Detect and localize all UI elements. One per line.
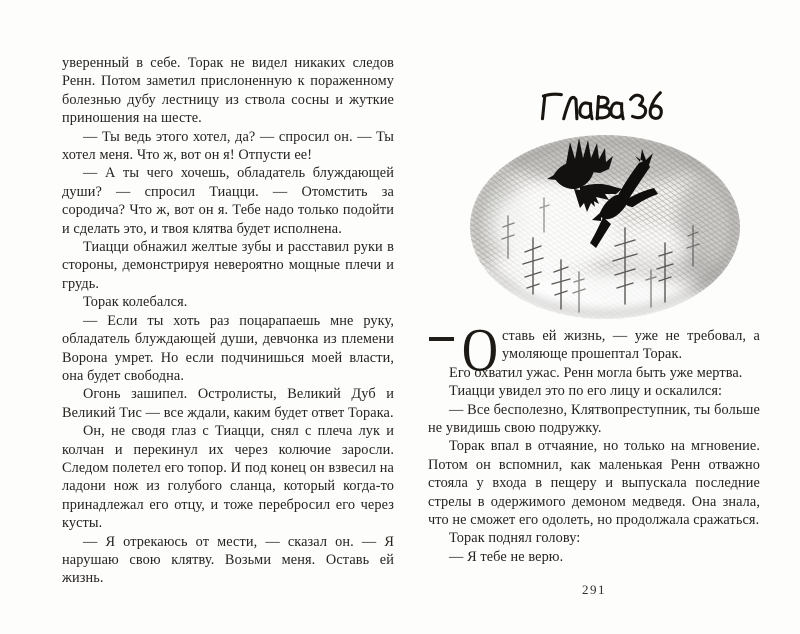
- paragraph: Он, не сводя глаз с Тиацци, снял с плеча лук и колчан и перекинул их через колючие заросли. Следом полетел его топор. И под конец он взвесил на ладони нож из голубого сланца, который когда-то принадлежал его отцу, и тоже перебросил его через кусты.: [62, 423, 394, 532]
- chapter-heading-lettering: [534, 83, 666, 129]
- paragraph: Огонь зашипел. Остролисты, Великий Дуб и Великий Тис — все ждали, каким будет ответ Торака.: [62, 386, 394, 421]
- paragraph: — Я отрекаюсь от мести, — сказал он. — Я нарушаю свою клятву. Возьми меня. Оставь ей жизнь.: [62, 533, 394, 587]
- right-page-text: [428, 315, 760, 566]
- vignette-background: [467, 132, 743, 323]
- chapter-heading: [534, 83, 666, 129]
- right-page-paragraphs: [428, 364, 760, 566]
- drop-cap: О: [461, 315, 499, 384]
- paragraph: — Все бесполезно, Клятвопреступник, ты больше не увидишь свою подружку.: [428, 401, 760, 437]
- paragraph: Тиацци обнажил желтые зубы и расставил руки в стороны, демонстрируя невероятно мощные плечи и грудь.: [62, 239, 394, 292]
- paragraph: Тиацци увидел это по его лицу и оскалился:: [449, 383, 723, 400]
- opening-text: ставь ей жизнь, — уже не требовал, а умоляюще прошептал Торак.: [502, 328, 760, 363]
- left-page-text: [62, 54, 394, 588]
- chapter-illustration: [467, 131, 743, 323]
- paragraph: Торак впал в отчаяние, но только на мгновение. Потом он вспомнил, как маленькая Ренн отважно стояла у входа в пещеру и выпускала последние стрелы в одержимого демоном медведя. Она знала, что не сможет его одолеть, но продолжала сражаться.: [428, 438, 760, 529]
- paragraph: — Если ты хоть раз поцарапаешь мне руку, обладатель блуждающей души, девчонка из племени Ворона умрет. Но если подчинишься моей власти, она будет свободна.: [62, 312, 394, 384]
- dialogue-dash: [429, 337, 454, 341]
- paragraph: — Ты ведь этого хотел, да? — спросил он. — Ты хотел меня. Что ж, вот он я! Отпусти ее!: [62, 128, 394, 164]
- paragraph: уверенный в себе. Торак не видел никаких следов Ренн. Потом заметил прислоненную к пораженному болезнью дубу лестницу из ствола сосны и жуткие приношения на шесте.: [62, 55, 394, 127]
- paragraph: Торак поднял голову:: [449, 530, 581, 547]
- paragraph: — А ты чего хочешь, обладатель блуждающей души? — спросил Тиацци. — Отомстить за сородича? Что ж, вот он я. Тебе надо только подойти и сделать это, и твоя клятва будет исполнена.: [62, 165, 394, 237]
- paragraph: Торак колебался.: [83, 294, 188, 311]
- illustration-canvas: [467, 131, 743, 323]
- page-number: 291: [582, 582, 606, 597]
- paragraph: — Я тебе не верю.: [449, 548, 564, 565]
- paragraph: Его охватил ужас. Ренн могла быть уже мертва.: [449, 364, 743, 381]
